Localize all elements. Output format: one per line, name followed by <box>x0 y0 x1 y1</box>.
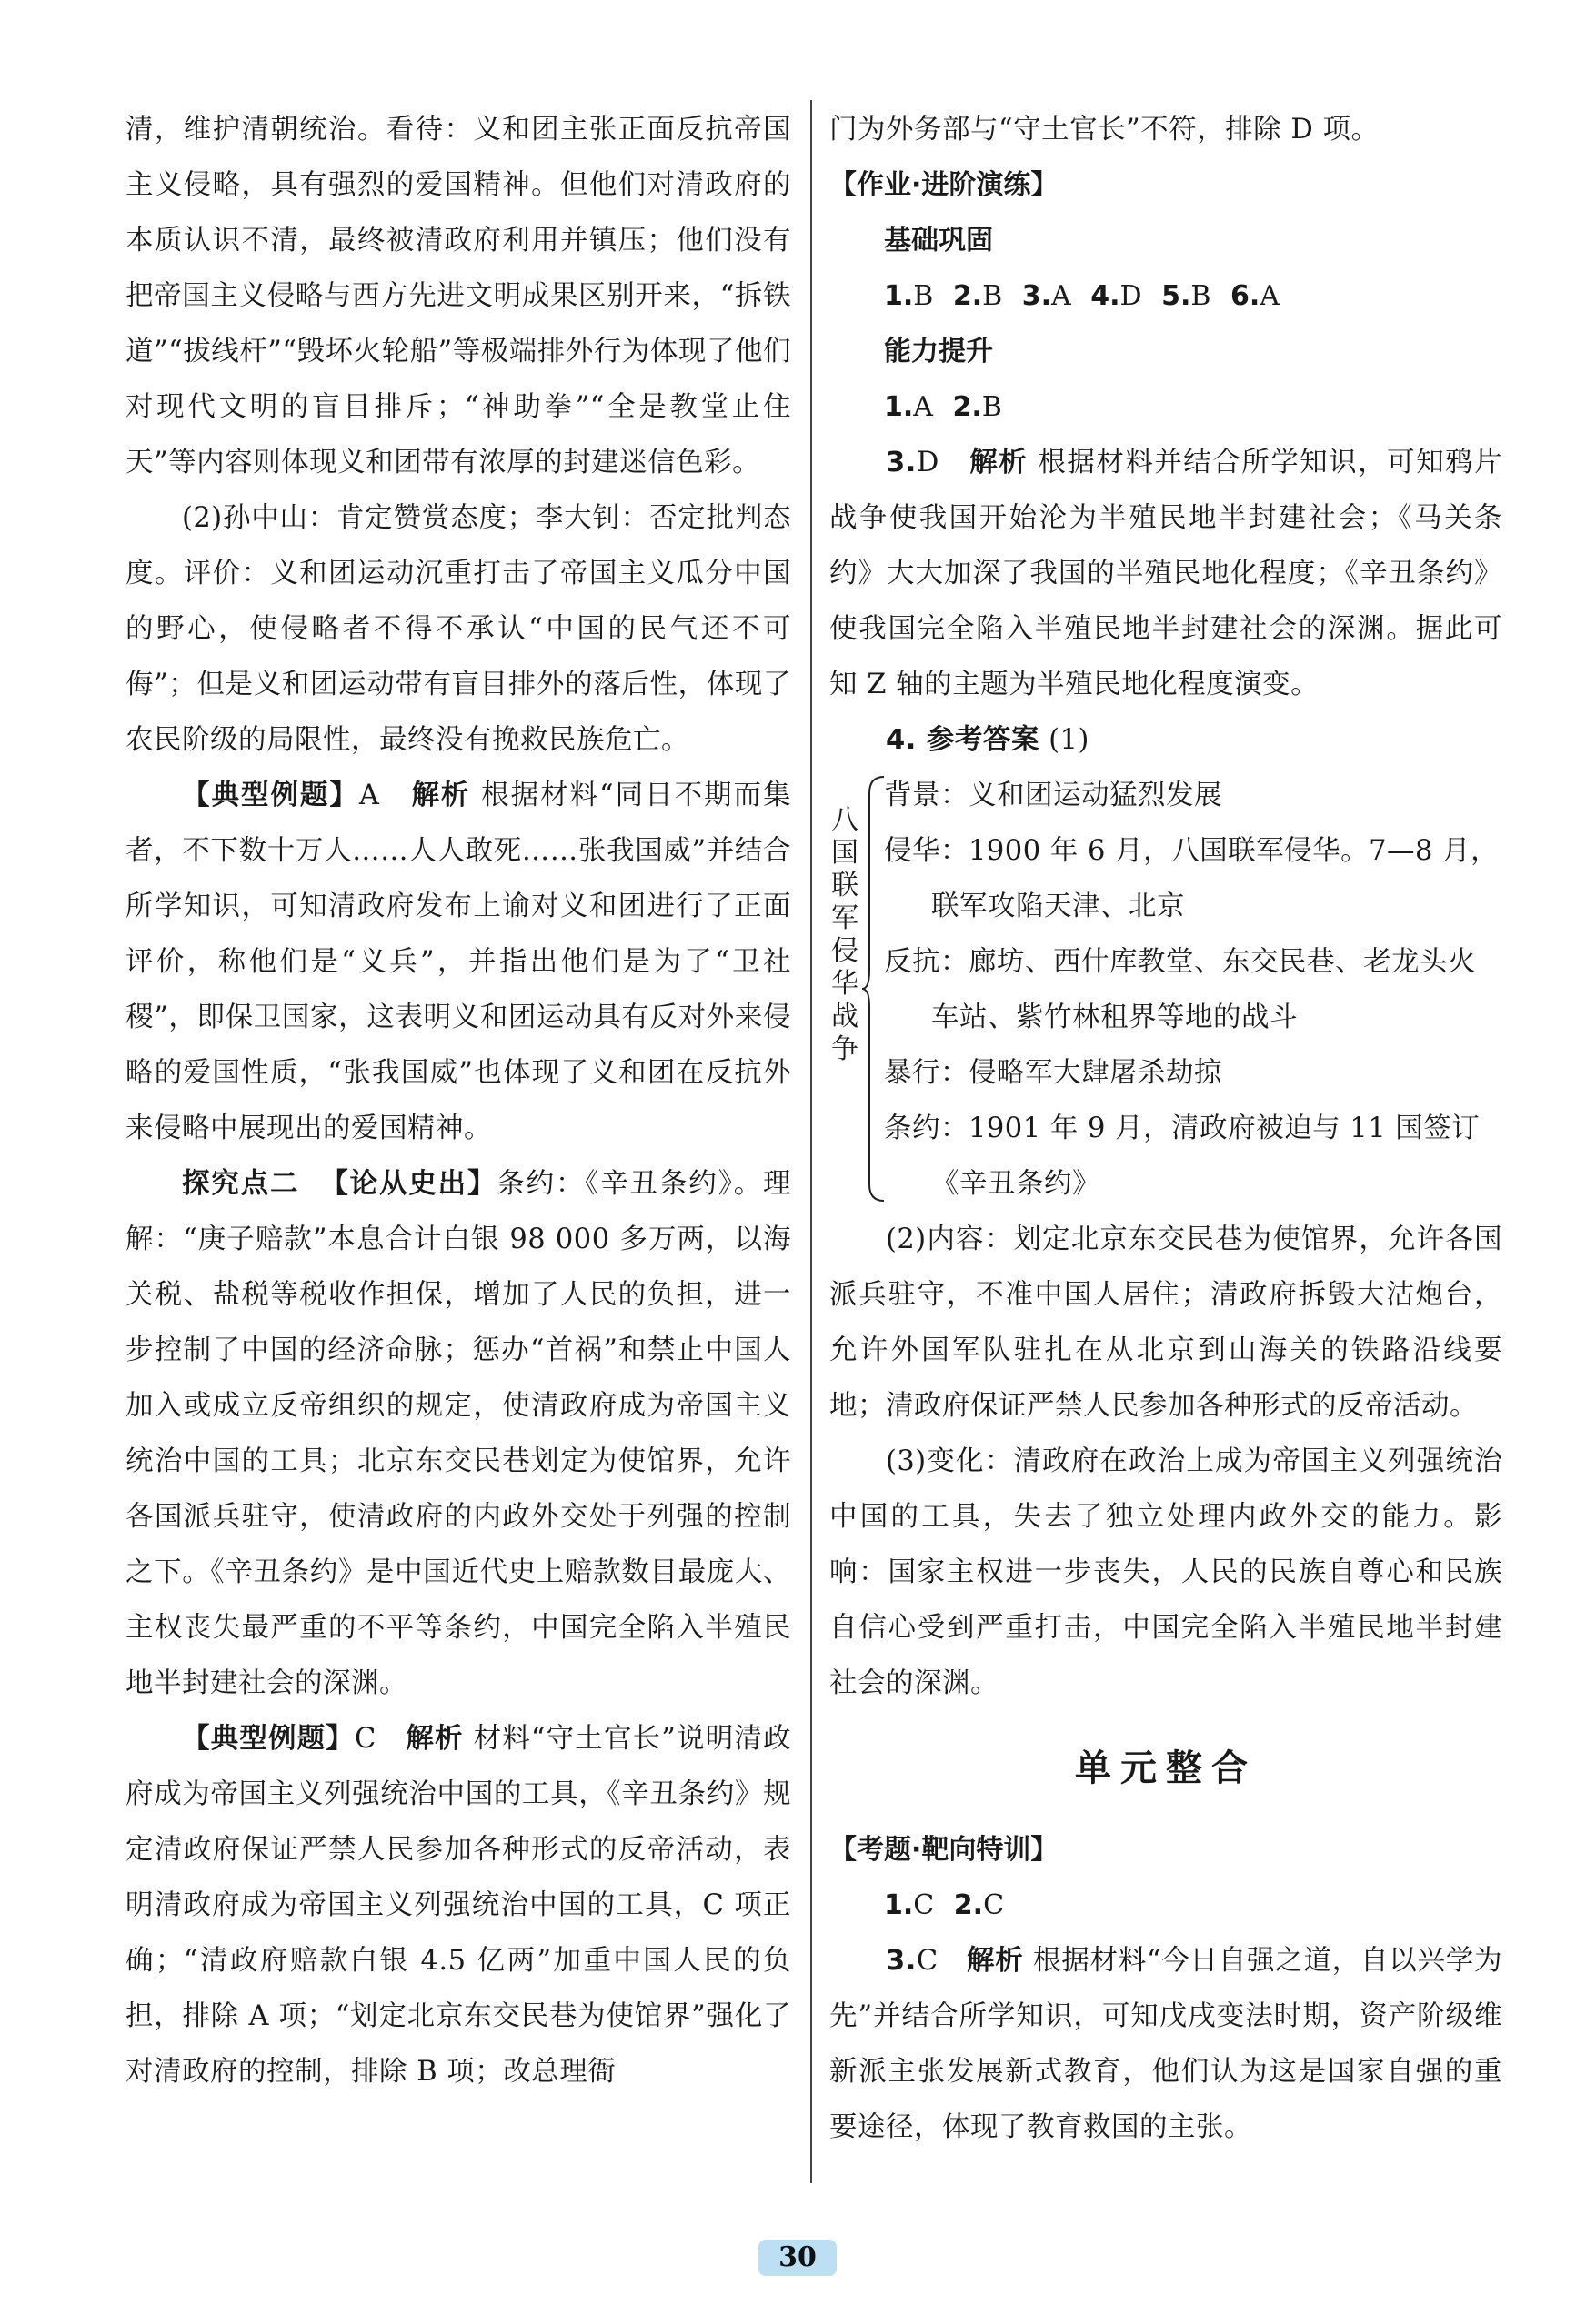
answer-number: 2. <box>952 280 983 312</box>
brace-items <box>884 768 1502 1212</box>
subheading: 基础巩固 <box>884 225 993 257</box>
answer-row <box>884 268 1502 324</box>
part-number: (1) <box>1049 724 1089 756</box>
paragraph: 清，维护清朝统治。看待：义和团主张正面反抗帝国主义侵略，具有强烈的爱国精神。但他们对清政府的本质认识不清，最终被清政府利用并镇压；他们没有把帝国主义侵略与西方先进文明成果区别开来，“拆铁道”“拔线杆”“毁坏火轮船”等极端排外行为体现了他们对现代文明的盲目排斥；“神助拳”“全是教堂止住天”等内容则体现义和团带有浓厚的封建迷信色彩。 <box>125 114 791 478</box>
brace-diagram <box>829 768 1502 1212</box>
brace-icon <box>862 775 886 1203</box>
column-divider <box>810 100 812 2183</box>
answer-row <box>884 379 1502 435</box>
answer-number: 4. <box>1090 280 1120 312</box>
question-analysis <box>829 1933 1502 2155</box>
answer-number: 2. <box>952 391 982 423</box>
section-heading: 【作业·进阶演练】 <box>829 169 1059 201</box>
answer-value: B <box>982 280 1003 312</box>
answer-letter: C <box>354 1723 376 1755</box>
analysis-text: 根据材料并结合所学知识，可知鸦片战争使我国开始沦为半殖民地半封建社会；《马关条约》大大加深了我国的半殖民地化程度；《辛丑条约》使我国完全陷入半殖民地半封建社会的深渊。据此可知 Z 轴的主题为半殖民地化程度演变。 <box>829 447 1503 700</box>
analysis-text: 材料“守土官长”说明清政府成为帝国主义列强统治中国的工具，《辛丑条约》规定清政府保证严禁人民参加各种形式的反帝活动，表明清政府成为帝国主义列强统治中国的工具，C 项正确；“清政府赔款白银 4.5 亿两”加重中国人民的负担，排除 A 项；“划定北京东交民巷为使馆界”强化了对清政府的控制，排除 B 项；改总理衙 <box>125 1723 792 2088</box>
brace-title: 八国联军侵华战争 <box>831 804 858 1065</box>
answer-letter: D <box>916 447 939 478</box>
brace-item: 车站、紫竹林租界等地的战斗 <box>931 1002 1298 1033</box>
question-number: 3. <box>886 447 917 478</box>
example-label: 【典型例题】 <box>182 1723 355 1755</box>
subheading: 能力提升 <box>884 336 993 368</box>
answer-number: 6. <box>1230 280 1260 312</box>
paragraph: (3)变化：清政府在政治上成为帝国主义列强统治中国的工具，失去了独立处理内政外交的能力。影响：国家主权进一步丧失，人民的民族自尊心和民族自信心受到严重打击，中国完全陷入半殖民地半封建社会的深渊。 <box>829 1445 1502 1699</box>
brace-item: 《辛丑条约》 <box>931 1168 1100 1200</box>
answer-value: B <box>981 391 1002 423</box>
left-column <box>125 102 791 2100</box>
unit-title: 单元整合 <box>1075 1747 1257 1789</box>
example-label: 【典型例题】 <box>182 780 359 811</box>
section-heading: 【考题·靶向特训】 <box>829 1834 1059 1866</box>
brace-item: 条约：1901 年 9 月，清政府被迫与 11 国签订 <box>884 1113 1481 1144</box>
answer-value: A <box>913 391 933 423</box>
answer-number: 1. <box>884 280 914 312</box>
answer-value: B <box>913 280 934 312</box>
answer-value: C <box>913 1889 935 1921</box>
answer-number: 2. <box>953 1889 984 1921</box>
answer-number: 3. <box>1021 280 1052 312</box>
analysis-label: 解析 <box>406 1723 464 1755</box>
reference-answer-heading <box>829 712 1502 768</box>
analysis-text: 根据材料“今日自强之道，自以兴学为先”并结合所学知识，可知戊戌变法时期，资产阶级维新派主张发展新式教育，他们认为这是国家自强的重要途径，体现了教育救国的主张。 <box>829 1945 1503 2143</box>
page-number: 30 <box>758 2240 837 2276</box>
question-analysis <box>829 435 1502 712</box>
answer-number: 1. <box>884 1889 914 1921</box>
paragraph: 门为外务部与“守土官长”不符，排除 D 项。 <box>829 114 1380 146</box>
analysis-label: 解析 <box>969 447 1029 478</box>
analysis-label: 解析 <box>411 780 471 811</box>
right-column <box>829 102 1502 2155</box>
answer-value: A <box>1260 280 1280 312</box>
brace-item: 联军攻陷天津、北京 <box>931 891 1185 922</box>
paragraph: (2)孙中山：肯定赞赏态度；李大钊：否定批判态度。评价：义和团运动沉重打击了帝国主义瓜分中国的野心，使侵略者不得不承认“中国的民气还不可侮”；但是义和团运动带有盲目排外的落后性，体现了农民阶级的局限性，最终没有挽救民族危亡。 <box>125 502 791 756</box>
example-paragraph <box>125 768 791 1156</box>
brace-item: 侵华：1900 年 6 月，八国联军侵华。7—8 月， <box>884 835 1500 867</box>
answer-value: D <box>1119 280 1142 312</box>
question-number: 3. <box>886 1945 917 1977</box>
analysis-label: 解析 <box>967 1945 1024 1977</box>
answer-value: B <box>1190 280 1211 312</box>
inquiry-paragraph <box>125 1156 791 1711</box>
answer-value: A <box>1051 280 1071 312</box>
answer-letter: C <box>916 1945 939 1977</box>
answer-number: 1. <box>884 391 914 423</box>
brace-item: 背景：义和团运动猛烈发展 <box>884 780 1222 811</box>
paragraph: (2)内容：划定北京东交民巷为使馆界，允许各国派兵驻守，不准中国人居住；清政府拆毁大沽炮台，允许外国军队驻扎在从北京到山海关的铁路沿线要地；清政府保证严禁人民参加各种形式的反帝活动。 <box>829 1223 1502 1422</box>
brace-item: 暴行：侵略军大肆屠杀劫掠 <box>884 1057 1222 1089</box>
answer-row <box>884 1878 1502 1933</box>
reference-answer-label: 4. 参考答案 <box>886 724 1039 756</box>
analysis-text: 根据材料“同日不期而集者，不下数十万人……人人敢死……张我国威”并结合所学知识，可知清政府发布上谕对义和团进行了正面评价，称他们是“义兵”，并指出他们是为了“卫社稷”，即保卫国家，这表明义和团运动具有反对外来侵略的爱国性质，“张我国威”也体现了义和团在反抗外来侵略中展现出的爱国精神。 <box>125 780 792 1144</box>
answer-number: 5. <box>1161 280 1191 312</box>
inquiry-sublabel: 【论从史出】 <box>320 1168 497 1200</box>
brace-item: 反抗：廊坊、西什库教堂、东交民巷、老龙头火 <box>884 946 1476 978</box>
example-paragraph <box>125 1711 791 2100</box>
inquiry-text: 条约：《辛丑条约》。理解：“庚子赔款”本息合计白银 98 000 多万两，以海关税、盐税等税收作担保，增加了人民的负担，进一步控制了中国的经济命脉；惩办“首祸”和禁止中国人加入或成立反帝组织的规定，使清政府成为帝国主义统治中国的工具；北京东交民巷划定为使馆界，允许各国派兵驻守，使清政府的内政外交处于列强的控制之下。《辛丑条约》是中国近代史上赔款数目最庞大、主权丧失最严重的不平等条约，中国完全陷入半殖民地半封建社会的深渊。 <box>125 1168 792 1699</box>
answer-letter: A <box>358 780 380 811</box>
answer-value: C <box>983 1889 1005 1921</box>
inquiry-label: 探究点二 <box>182 1168 300 1200</box>
